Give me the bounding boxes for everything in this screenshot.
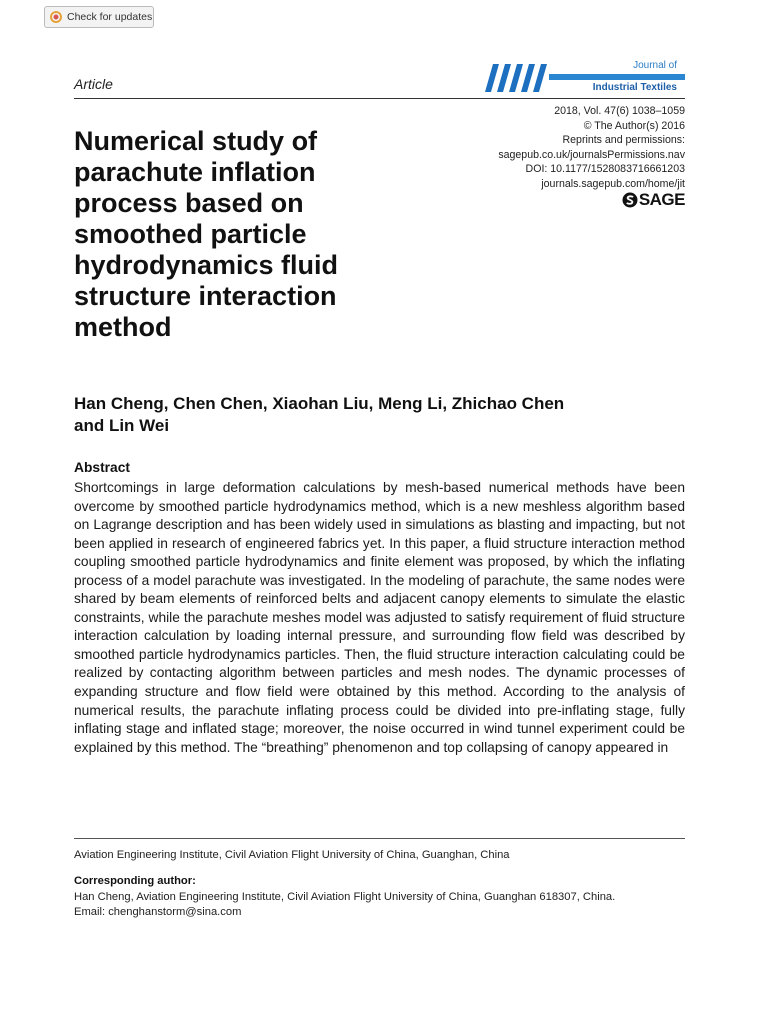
footnote-rule xyxy=(74,838,685,839)
reprints-label: Reprints and permissions: xyxy=(562,134,685,147)
journal-of-label: Journal of xyxy=(633,60,677,71)
sage-s-icon xyxy=(622,192,638,208)
check-for-updates-badge[interactable] xyxy=(44,6,154,28)
article-type-label: Article xyxy=(74,76,113,92)
corresponding-author-heading: Corresponding author: xyxy=(74,875,196,887)
journal-logo-bar xyxy=(549,74,685,80)
sage-logo xyxy=(622,190,685,210)
corresponding-author-email[interactable]: Email: chenghanstorm@sina.com xyxy=(74,906,242,918)
corresponding-author-address: Han Cheng, Aviation Engineering Institute, Civil Aviation Flight University of China, Guanghan 618307, China. xyxy=(74,891,616,903)
doi-link[interactable]: DOI: 10.1177/1528083716661203 xyxy=(525,163,685,176)
abstract-heading: Abstract xyxy=(74,460,130,475)
citation: 2018, Vol. 47(6) 1038–1059 xyxy=(554,105,685,117)
permissions-link[interactable]: sagepub.co.uk/journalsPermissions.nav xyxy=(498,148,685,161)
article-meta xyxy=(498,104,685,192)
author-list: Han Cheng, Chen Chen, Xiaohan Liu, Meng Li, Zhichao Chen and Lin Wei xyxy=(74,394,565,435)
affiliation: Aviation Engineering Institute, Civil Aviation Flight University of China, Guanghan, China xyxy=(74,849,510,861)
journal-url-link[interactable]: journals.sagepub.com/home/jit xyxy=(541,177,685,190)
update-ring-icon xyxy=(50,11,62,23)
abstract-text: Shortcomings in large deformation calculations by mesh-based numerical methods have been overcome by smoothed particle hydrodynamics method, which is a new meshless algorithm based on Lagrange description and has been widely used in simulations as blasting and impacting, but not been applied in research of engineered fabrics yet. In this paper, a fluid structure interaction method coupling smoothed particle hydrodynamics and finite element was proposed, by which the inflating process of a model parachute was investigated. In the modeling of parachute, the same nodes were shared by beam elements of reinforced belts and adjacent canopy elements to simulate the elastic constraints, while the parachute meshes model was adjusted to satisfy requirement of fluid structure interaction calculation by loading internal pressure, and surrounding flow field was described by smoothed particle hydrodynamics particles. Then, the fluid structure interaction calculating could be realized by contacting algorithm between particles and mesh nodes. The dynamic processes of expanding structure and flow field were obtained by this method. According to the analysis of numerical results, the parachute inflating process could be divided into pre-inflating stage, fully inflating stage and inflated stage; moreover, the noise occurred in wind tunnel experiment could be explained by this method. The “breathing” phenomenon and top collapsing of canopy appeared in xyxy=(74,480,685,755)
copyright: © The Author(s) 2016 xyxy=(583,119,685,132)
journal-name: Industrial Textiles xyxy=(592,82,677,93)
badge-label: Check for updates xyxy=(67,11,153,23)
journal-stripes-icon xyxy=(483,60,553,96)
paper-title: Numerical study of parachute inflation process based on smoothed particle hydrodynamics fluid structure interaction method xyxy=(74,126,339,342)
sage-label: SAGE xyxy=(638,190,685,209)
header-rule xyxy=(74,98,685,99)
journal-logo[interactable] xyxy=(483,60,685,96)
